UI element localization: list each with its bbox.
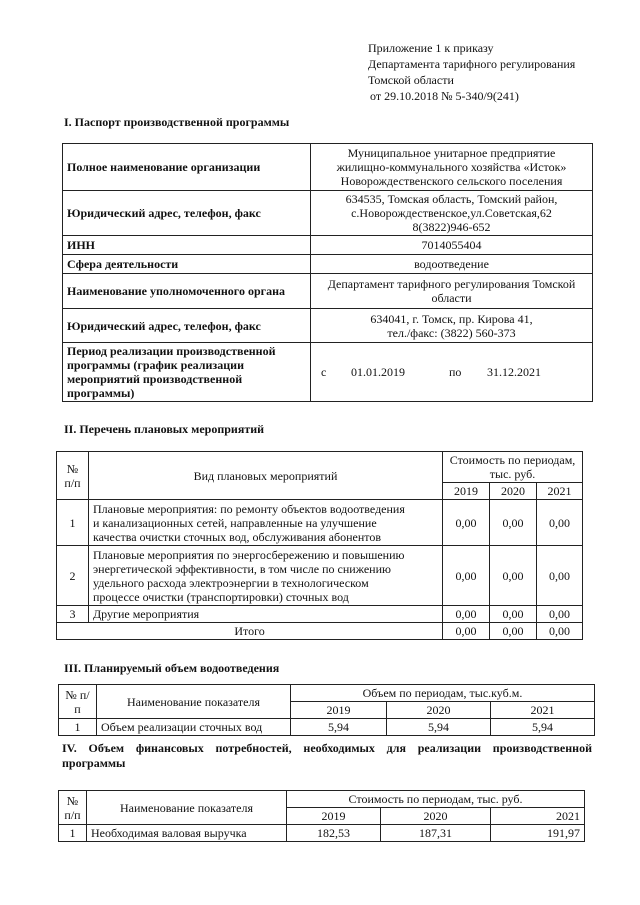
row-value [311, 191, 593, 236]
period-value [311, 343, 593, 402]
label-line: программы) [67, 386, 135, 400]
volume-table [58, 684, 595, 736]
cell-value: 0,00 [490, 500, 537, 546]
label-line: мероприятий производственной [67, 372, 243, 386]
period-to-word: по [449, 365, 462, 379]
period-from-date: 01.01.2019 [351, 365, 405, 379]
table-row [63, 236, 593, 255]
value-line: Новорождественского сельского поселения [340, 174, 563, 188]
row-label: Юридический адрес, телефон, факс [63, 309, 311, 343]
cell-value: 0,00 [490, 546, 537, 606]
table-row [63, 309, 593, 343]
col-cost-header: Стоимость по периодам, тыс. руб. [287, 791, 585, 808]
row-num: 1 [59, 825, 87, 842]
row-value: 7014055404 [311, 236, 593, 255]
total-label: Итого [57, 623, 443, 640]
col-name-header: Вид плановых мероприятий [89, 452, 443, 500]
row-num: 1 [59, 719, 97, 736]
row-label: Сфера деятельности [63, 255, 311, 274]
cell-value: 182,53 [287, 825, 381, 842]
value-line: с.Новорождественское,ул.Советская,62 [351, 206, 552, 220]
year-header: 2020 [381, 808, 491, 825]
value-line: жилищно-коммунального хозяйства «Исток» [336, 160, 567, 174]
finance-table [58, 790, 585, 842]
year-header: 2020 [387, 702, 491, 719]
row-label: Полное наименование организации [63, 144, 311, 191]
row-num: 2 [57, 546, 89, 606]
cell-value: 5,94 [491, 719, 595, 736]
year-header: 2021 [491, 702, 595, 719]
year-header: 2019 [287, 808, 381, 825]
appendix-header [368, 40, 628, 104]
col-name-header: Наименование показателя [97, 685, 291, 719]
period-from-word: с [321, 365, 327, 379]
appendix-line: Департамента тарифного регулирования [368, 57, 576, 71]
row-value [311, 144, 593, 191]
section-1-title: I. Паспорт производственной программы [64, 115, 290, 129]
cell-value: 0,00 [537, 546, 583, 606]
row-num: 1 [57, 500, 89, 546]
value-line: 634535, Томская область, Томский район, [345, 192, 558, 206]
table-row [59, 825, 585, 842]
value-line: Муниципальное унитарное предприятие [347, 146, 556, 160]
table-header-row [59, 685, 595, 702]
cell-value: 0,00 [537, 500, 583, 546]
col-num-header: № п/п [57, 452, 89, 500]
passport-table [62, 143, 593, 402]
period-to-date: 31.12.2021 [487, 365, 541, 379]
row-name [89, 500, 443, 546]
table-row [57, 500, 583, 546]
row-name: Необходимая валовая выручка [87, 825, 287, 842]
cell-value: 5,94 [291, 719, 387, 736]
name-line: процессе очистки (транспортировки) сточных вод [93, 589, 349, 604]
cell-value: 0,00 [537, 606, 583, 623]
col-volume-header: Объем по периодам, тыс.куб.м. [291, 685, 595, 702]
appendix-line: Томской области [368, 73, 454, 87]
table-row [57, 546, 583, 606]
value-line: области [431, 291, 472, 305]
row-name: Другие мероприятия [89, 606, 443, 623]
table-row [63, 255, 593, 274]
table-row [59, 719, 595, 736]
row-name [89, 546, 443, 606]
value-line: 634041, г. Томск, пр. Кирова 41, [370, 311, 533, 326]
col-num-header: № п/п [59, 791, 87, 825]
name-line: качества очистки сточных вод, обслуживания абонентов [93, 529, 382, 544]
section-3-title: III. Планируемый объем водоотведения [64, 661, 280, 675]
row-label: Юридический адрес, телефон, факс [63, 191, 311, 236]
cell-value: 5,94 [387, 719, 491, 736]
section-4-title: IV. Объем финансовых потребностей, необходимых для реализации производственной программы [62, 741, 592, 770]
table-row [63, 343, 593, 402]
cell-value: 0,00 [537, 623, 583, 640]
cell-value: 191,97 [491, 825, 585, 842]
cell-value: 0,00 [490, 623, 537, 640]
appendix-line: от 29.10.2018 № 5-340/9(241) [370, 89, 519, 103]
name-line: удельного расхода электроэнергии в технологическом [93, 575, 369, 590]
row-num: 3 [57, 606, 89, 623]
year-header: 2019 [291, 702, 387, 719]
table-total-row [57, 623, 583, 640]
row-value [311, 274, 593, 309]
name-line: энергетической эффективности, в том числе по снижению [93, 561, 391, 576]
row-value [311, 309, 593, 343]
col-cost-header: Стоимость по периодам, тыс. руб. [443, 452, 583, 483]
col-name-header: Наименование показателя [87, 791, 287, 825]
year-header: 2020 [490, 483, 537, 500]
table-row [63, 191, 593, 236]
table-header-row [57, 452, 583, 483]
row-name: Объем реализации сточных вод [97, 719, 291, 736]
year-header: 2019 [443, 483, 490, 500]
value-line: Департамент тарифного регулирования Томской [327, 277, 576, 291]
name-line: и канализационных сетей, направленные на улучшение [93, 515, 377, 530]
cell-value: 0,00 [443, 606, 490, 623]
row-label: Наименование уполномоченного органа [63, 274, 311, 309]
value-line: 8(3822)946-652 [412, 220, 491, 234]
cell-value: 0,00 [443, 500, 490, 546]
period-label [63, 343, 311, 402]
section-2-title: II. Перечень плановых мероприятий [64, 422, 265, 436]
name-line: Плановые мероприятия по энергосбережению и повышению [93, 547, 405, 562]
year-header: 2021 [537, 483, 583, 500]
table-row [57, 606, 583, 623]
value-line: тел./факс: (3822) 560-373 [387, 325, 516, 340]
name-line: Плановые мероприятия: по ремонту объектов водоотведения [93, 501, 405, 516]
table-row [63, 274, 593, 309]
cell-value: 0,00 [443, 546, 490, 606]
appendix-line: Приложение 1 к приказу [368, 41, 494, 55]
col-num-header: № п/п [59, 685, 97, 719]
table-row [63, 144, 593, 191]
cell-value: 0,00 [443, 623, 490, 640]
cell-value: 187,31 [381, 825, 491, 842]
label-line: программы (график реализации [67, 358, 244, 372]
row-label: ИНН [63, 236, 311, 255]
measures-table [56, 451, 583, 640]
cell-value: 0,00 [490, 606, 537, 623]
year-header: 2021 [491, 808, 585, 825]
row-value: водоотведение [311, 255, 593, 274]
table-header-row [59, 791, 585, 808]
label-line: Период реализации производственной [67, 344, 276, 358]
